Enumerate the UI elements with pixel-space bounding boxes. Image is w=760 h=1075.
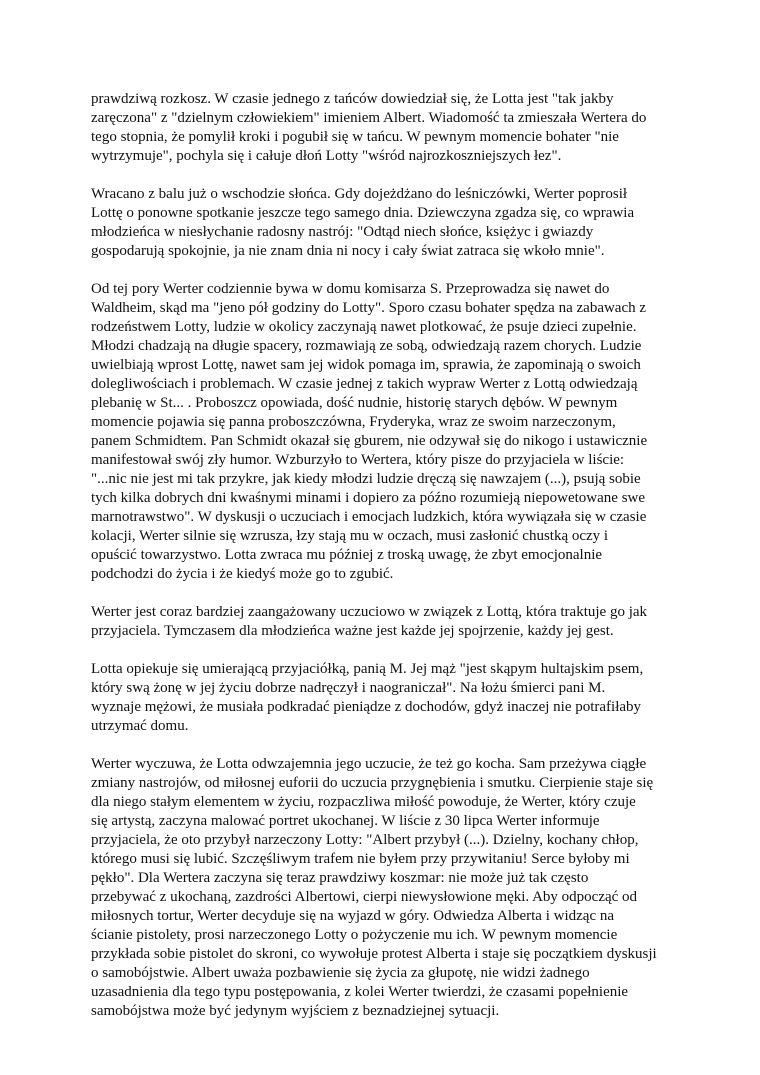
paragraph bbox=[91, 90, 686, 166]
paragraph bbox=[91, 603, 686, 641]
text-line: przebywać z ukochaną, zazdrości Albertowi, cierpi niewysłowione męki. Aby odpocząć od bbox=[91, 889, 638, 905]
text-line: pękło". Dla Wertera zaczyna się teraz prawdziwy koszmar: nie może już tak często bbox=[91, 870, 589, 886]
text-line: uzasadnienia dla tego typu postępowania, z kolei Werter twierdzi, że czasami popełnienie bbox=[91, 984, 629, 1000]
text-line: wytrzymuje", pochyla się i całuje dłoń Lotty "wśród najrozkoszniejszych łez". bbox=[91, 148, 562, 164]
text-line: panem Schmidtem. Pan Schmidt okazał się gburem, nie odzywał się do nikogo i ustawicznie bbox=[91, 433, 648, 449]
text-line: miłosnych tortur, Werter decyduje się na wyjazd w góry. Odwiedza Alberta i widząc na bbox=[91, 908, 615, 924]
text-line: Werter jest coraz bardziej zaangażowany uczuciowo w związek z Lottą, która traktuje go jak bbox=[91, 604, 648, 620]
text-line: prawdziwą rozkosz. W czasie jednego z tańców dowiedział się, że Lotta jest "tak jakby bbox=[91, 91, 614, 107]
text-line: którego musi się lubić. Szczęśliwym trafem nie byłem przy przywitaniu! Serce byłoby mi bbox=[91, 851, 630, 867]
text-line: przyjaciela, że oto przybył narzeczony Lotty: "Albert przybył (...). Dzielny, kochany chłop, bbox=[91, 832, 639, 848]
text-line: kolacji, Werter silnie się wzrusza, łzy stają mu w oczach, musi zasłonić chustką oczy i bbox=[91, 528, 609, 544]
text-line: o samobójstwie. Albert uważa pozbawienie się życia za głupotę, nie widzi żadnego bbox=[91, 965, 590, 981]
text-line: Werter wyczuwa, że Lotta odwzajemnia jego uczucie, że też go kocha. Sam przeżywa ciągłe bbox=[91, 756, 647, 772]
paragraph bbox=[91, 660, 686, 736]
text-line: samobójstwa może być jedynym wyjściem z beznadziejnej sytuacji. bbox=[91, 1003, 500, 1019]
text-line: który swą żonę w jej życiu dobrze nadręczył i naograniczał". Na łożu śmierci pani M. bbox=[91, 680, 606, 696]
text-line: momencie pojawia się panna proboszczówna, Fryderyka, wraz ze swoim narzeczonym, bbox=[91, 414, 616, 430]
text-line: utrzymać domu. bbox=[91, 718, 189, 734]
text-line: wyznaje mężowi, że musiała podkradać pieniądze z dochodów, gdyż inaczej nie potrafiłaby bbox=[91, 699, 642, 715]
text-line: się artystą, zaczyna malować portret ukochanej. W liście z 30 lipca Werter informuje bbox=[91, 813, 600, 829]
text-line: dolegliwościach i problemach. W czasie jednej z takich wypraw Werter z Lottą odwiedzają bbox=[91, 376, 638, 392]
text-line: tego stopnia, że pomylił kroki i pogubił się w tańcu. W pewnym momencie bohater "nie bbox=[91, 129, 619, 145]
text-line: Wracano z balu już o wschodzie słońca. Gdy dojeżdżano do leśniczówki, Werter poprosił bbox=[91, 186, 628, 202]
paragraph bbox=[91, 755, 686, 1021]
text-line: rodzeństwem Lotty, ludzie w okolicy zaczynają nawet plotkować, że psuje dzieci zupełnie. bbox=[91, 319, 637, 335]
text-line: Lotta opiekuje się umierającą przyjaciółką, panią M. Jej mąż "jest skąpym hultajskim psem, bbox=[91, 661, 644, 677]
text-line: Młodzi chadzają na długie spacery, rozmawiają ze sobą, odwiedzają razem chorych. Ludzie bbox=[91, 338, 642, 354]
text-line: tych kilka dobrych dni kwaśnymi minami i dopiero za późno rozumieją niepowetowane swe bbox=[91, 490, 646, 506]
text-line: przykłada sobie pistolet do skroni, co wywołuje protest Alberta i staje się początkiem dyskusji bbox=[91, 946, 657, 962]
text-line: manifestował swój zły humor. Wzburzyło to Wertera, który pisze do przyjaciela w liście: bbox=[91, 452, 625, 468]
text-line: plebanię w St... . Proboszcz opowiada, dość nudnie, historię starych dębów. W pewnym bbox=[91, 395, 618, 411]
text-line: uwielbiają wprost Lottę, nawet sam jej widok pomaga im, sprawia, że zapominają o swoich bbox=[91, 357, 641, 373]
text-line: zaręczona" z "dzielnym człowiekiem" imieniem Albert. Wiadomość ta zmieszała Wertera do bbox=[91, 110, 647, 126]
paragraph bbox=[91, 280, 686, 584]
text-line: przyjaciela. Tymczasem dla młodzieńca ważne jest każde jej spojrzenie, każdy jej gest. bbox=[91, 623, 614, 639]
text-line: ścianie pistolety, prosi narzeczonego Lotty o pożyczenie mu ich. W pewnym momencie bbox=[91, 927, 618, 943]
text-line: Od tej pory Werter codziennie bywa w domu komisarza S. Przeprowadza się nawet do bbox=[91, 281, 610, 297]
text-line: młodzieńca w niesłychanie radosny nastrój: "Odtąd niech słońce, księżyc i gwiazdy bbox=[91, 224, 594, 240]
text-line: dla niego stałym elementem w życiu, rozpaczliwa miłość powoduje, że Werter, który czuje bbox=[91, 794, 636, 810]
text-line: Waldheim, skąd ma "jeno pół godziny do Lotty". Sporo czasu bohater spędza na zabawach z bbox=[91, 300, 647, 316]
text-line: zmiany nastrojów, od miłosnej euforii do uczucia przygnębienia i smutku. Cierpienie staje się bbox=[91, 775, 654, 791]
paragraph bbox=[91, 185, 686, 261]
text-line: "...nic nie jest mi tak przykre, jak kiedy młodzi ludzie dręczą się nawzajem (...), psują sobie bbox=[91, 471, 641, 487]
text-line: podchodzi do życia i że kiedyś może go to zgubić. bbox=[91, 566, 394, 582]
text-line: Lottę o ponowne spotkanie jeszcze tego samego dnia. Dziewczyna zgadza się, co wprawia bbox=[91, 205, 635, 221]
text-line: marnotrawstwo". W dyskusji o uczuciach i emocjach ludzkich, która wywiązała się w czasie bbox=[91, 509, 647, 525]
text-line: opuścić towarzystwo. Lotta zwraca mu później z troską uwagę, że zbyt emocjonalnie bbox=[91, 547, 603, 563]
document-body bbox=[91, 90, 686, 1040]
text-line: gospodarują spokojnie, ja nie znam dnia ni nocy i cały świat zatraca się wkoło mnie". bbox=[91, 243, 605, 259]
